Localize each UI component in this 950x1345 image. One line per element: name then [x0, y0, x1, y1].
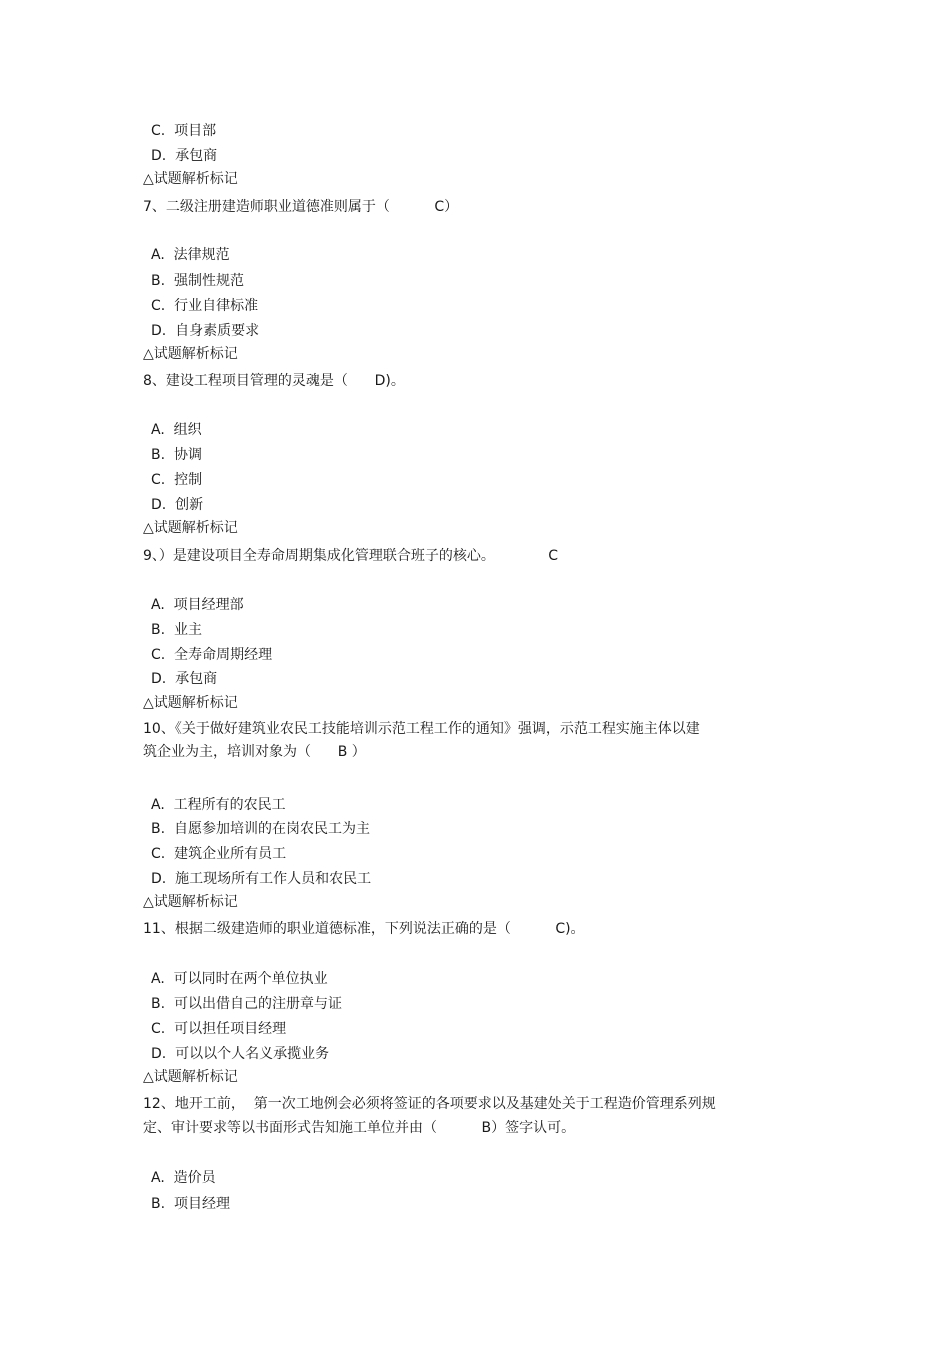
option-line: B. 强制性规范	[151, 273, 244, 289]
option-line: D. 承包商	[151, 671, 218, 687]
option-line: B. 可以出借自己的注册章与证	[151, 996, 342, 1012]
option-line: B. 自愿参加培训的在岗农民工为主	[151, 821, 370, 837]
question-line: 11、根据二级建造师的职业道德标准，下列说法正确的是（ C)。	[143, 921, 585, 937]
analysis-mark: △试题解析标记	[143, 171, 238, 187]
option-line: A. 可以同时在两个单位执业	[151, 971, 328, 987]
option-line: C. 行业自律标准	[151, 298, 259, 314]
option-line: A. 项目经理部	[151, 597, 244, 613]
option-line: C. 建筑企业所有员工	[151, 846, 287, 862]
question-line: 8、建设工程项目管理的灵魂是（ D)。	[143, 373, 405, 389]
question-line: 10、《关于做好建筑业农民工技能培训示范工程工作的通知》强调，示范工程实施主体以建	[143, 721, 700, 737]
option-line: B. 业主	[151, 622, 202, 638]
option-line: D. 施工现场所有工作人员和农民工	[151, 871, 372, 887]
option-line: C. 控制	[151, 472, 203, 488]
option-line: A. 组织	[151, 422, 202, 438]
option-line: A. 法律规范	[151, 247, 230, 263]
analysis-mark: △试题解析标记	[143, 695, 238, 711]
option-line: B. 项目经理	[151, 1196, 230, 1212]
option-line: B. 协调	[151, 447, 202, 463]
analysis-mark: △试题解析标记	[143, 894, 238, 910]
analysis-mark: △试题解析标记	[143, 346, 238, 362]
option-line: D. 可以以个人名义承揽业务	[151, 1046, 330, 1062]
question-line: 定、审计要求等以书面形式告知施工单位并由（ B）签字认可。	[143, 1120, 576, 1136]
option-line: C. 项目部	[151, 123, 217, 139]
option-line: D. 自身素质要求	[151, 323, 260, 339]
option-line: D. 创新	[151, 497, 204, 513]
option-line: A. 造价员	[151, 1170, 216, 1186]
analysis-mark: △试题解析标记	[143, 1069, 238, 1085]
question-line: 9、）是建设项目全寿命周期集成化管理联合班子的核心。 C	[143, 548, 559, 564]
option-line: C. 全寿命周期经理	[151, 647, 273, 663]
question-line: 筑企业为主，培训对象为（ B ）	[143, 744, 366, 760]
question-line: 12、地开工前， 第一次工地例会必须将签证的各项要求以及基建处关于工程造价管理系列规	[143, 1096, 716, 1112]
option-line: A. 工程所有的农民工	[151, 797, 286, 813]
option-line: C. 可以担任项目经理	[151, 1021, 287, 1037]
option-line: D. 承包商	[151, 148, 218, 164]
question-line: 7、二级注册建造师职业道德准则属于（ C）	[143, 199, 459, 215]
analysis-mark: △试题解析标记	[143, 520, 238, 536]
